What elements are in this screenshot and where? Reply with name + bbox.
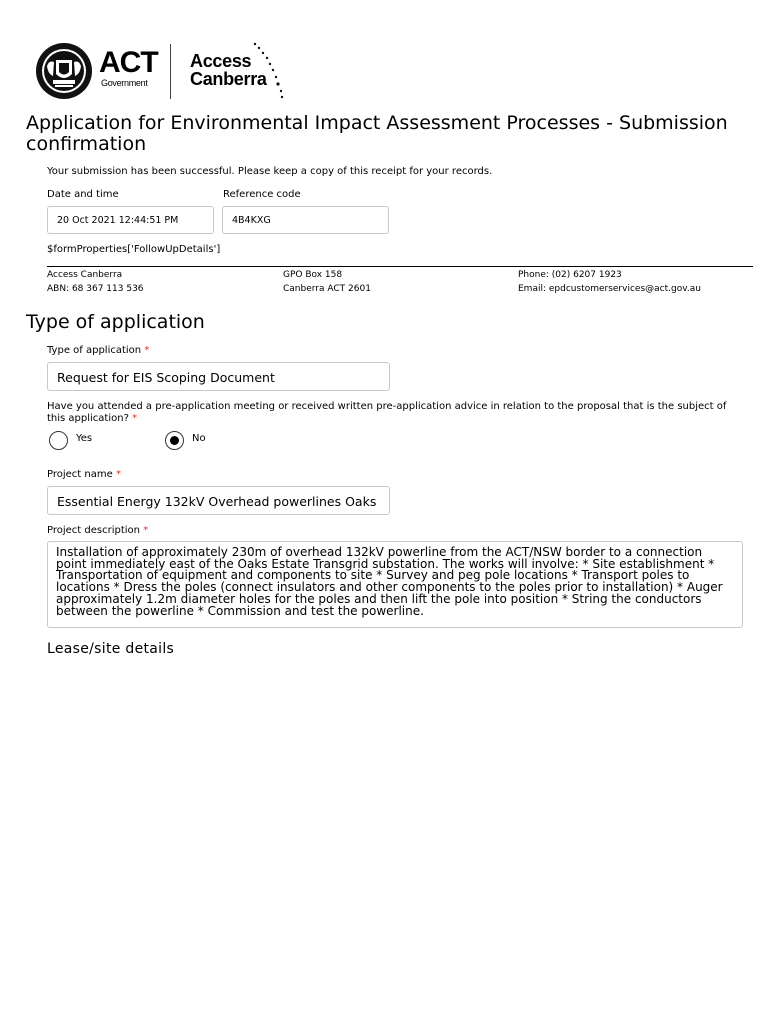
required-marker: *: [132, 413, 138, 424]
act-government-access-canberra-logo: [35, 42, 295, 102]
project-name-label: [47, 469, 121, 481]
divider: [47, 266, 753, 267]
reference-code-value: 4B4KXG: [232, 215, 271, 226]
logo-government-text: Government: [101, 78, 148, 88]
reference-code-label: Reference code: [223, 189, 301, 200]
project-description-field[interactable]: [47, 541, 743, 628]
contact-city: Canberra ACT 2601: [283, 284, 371, 294]
contact-org-column: [47, 268, 144, 296]
page-title: Application for Environmental Impact Assessment Processes - Submission confirmation: [26, 112, 728, 155]
lease-site-details-heading: Lease/site details: [47, 641, 175, 657]
project-name-field[interactable]: [47, 486, 390, 515]
no-radio-label: No: [192, 433, 206, 444]
project-name-label-text: Project name: [47, 469, 113, 480]
pre-application-question-text: Have you attended a pre-application meeting or received written pre-application advice in relation to the proposal that is the subject of this application?: [47, 401, 727, 424]
project-description-label-text: Project description: [47, 525, 140, 536]
type-of-application-label: [47, 345, 149, 357]
followup-details-text: $formProperties['FollowUpDetails']: [47, 244, 221, 255]
contact-abn: ABN: 68 367 113 536: [47, 284, 144, 294]
required-marker: *: [115, 469, 121, 480]
contact-org: Access Canberra: [47, 270, 123, 280]
reference-code-field[interactable]: [222, 206, 389, 234]
date-time-label: Date and time: [47, 189, 119, 200]
contact-email: Email: epdcustomerservices@act.gov.au: [518, 284, 701, 294]
contact-po-box: GPO Box 158: [283, 270, 343, 280]
logo-access-text: Access: [190, 51, 252, 71]
access-canberra-dots-icon: [240, 42, 300, 102]
type-of-application-field[interactable]: [47, 362, 390, 391]
contact-phone-column: [518, 268, 701, 296]
project-name-value: Essential Energy 132kV Overhead powerlines Oaks: [57, 494, 377, 509]
date-time-field[interactable]: [47, 206, 214, 234]
project-description-value: Installation of approximately 230m of overhead 132kV powerline from the ACT/NSW border to a connection point immediately east of the Oaks Estate Transgrid substation. The works will involve: * Site establishment * Transportation of equipment and components to site * Survey and peg pole locations * Transport poles to locations * Dress the poles (connect insulators and other components to the poles prior to installation) * Auger approximately 1.2m diameter holes for the poles and then lift the pole into position * String the conductors between the powerline * Commission and test the powerline.: [56, 545, 723, 618]
logo-divider: [170, 44, 171, 99]
logo-act-text: ACT: [99, 46, 158, 79]
project-description-label: [47, 525, 148, 537]
radio-selected-dot: [170, 436, 179, 445]
act-crest-icon: [35, 42, 93, 100]
yes-radio-label: Yes: [76, 433, 93, 444]
section-title-type-of-application: Type of application: [26, 311, 205, 333]
contact-address-column: [283, 268, 371, 296]
logo-canberra-text: Canberra: [190, 69, 267, 89]
required-marker: *: [143, 525, 149, 536]
required-marker: *: [144, 345, 150, 356]
type-of-application-label-text: Type of application: [47, 345, 142, 356]
no-radio[interactable]: [165, 431, 184, 450]
yes-radio[interactable]: [49, 431, 68, 450]
submission-success-message: Your submission has been successful. Please keep a copy of this receipt for your records.: [47, 166, 493, 177]
contact-phone: Phone: (02) 6207 1923: [518, 270, 622, 280]
date-time-value: 20 Oct 2021 12:44:51 PM: [57, 215, 179, 226]
type-of-application-value: Request for EIS Scoping Document: [57, 370, 275, 385]
pre-application-question: [47, 401, 747, 425]
